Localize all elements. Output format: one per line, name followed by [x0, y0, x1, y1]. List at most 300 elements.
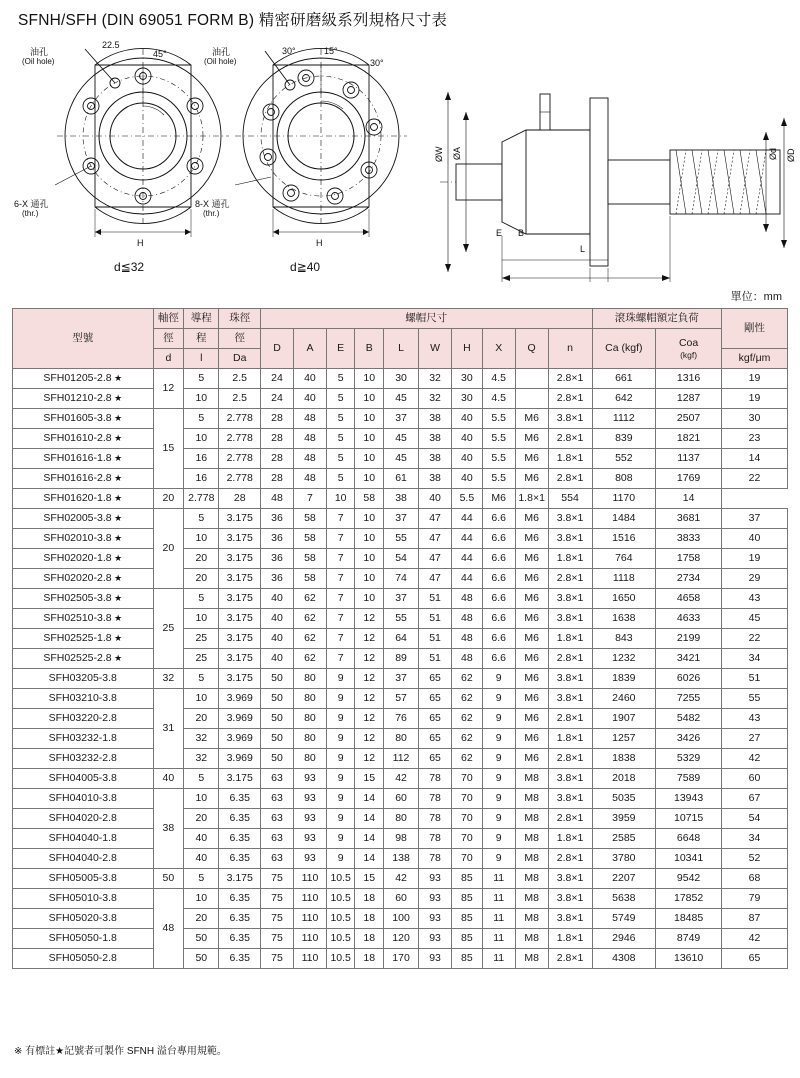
cell-ball-dia: 3.175: [219, 549, 261, 569]
cell-n: 3.8×1: [548, 769, 592, 789]
cell-model: SFH02005-3.8 ★: [13, 509, 154, 529]
cell-n: 2.8×1: [548, 469, 592, 489]
cell-X: 6.6: [482, 529, 515, 549]
cell-ball-dia: 3.175: [219, 869, 261, 889]
th-coa-line1: Coa: [678, 336, 699, 349]
cell-E: 7: [293, 489, 326, 509]
cell-A: 93: [293, 789, 326, 809]
dia-d-big-label: ØD: [786, 148, 796, 162]
table-row[interactable]: [13, 609, 788, 629]
star-icon: ★: [111, 413, 123, 423]
cell-A: 48: [293, 429, 326, 449]
cell-B: 10: [355, 509, 384, 529]
cell-rigidity: 19: [722, 549, 788, 569]
cell-D: 50: [261, 709, 294, 729]
cell-coa: 2507: [656, 409, 722, 429]
th-ball-dia: 珠徑: [219, 309, 261, 329]
cell-rigidity: 54: [722, 809, 788, 829]
table-row[interactable]: [13, 409, 788, 429]
cell-X: 11: [482, 869, 515, 889]
cell-Q: M6: [515, 609, 548, 629]
cell-A: 93: [293, 829, 326, 849]
cell-ca: 1257: [592, 729, 656, 749]
table-row[interactable]: [13, 489, 788, 509]
th-W: W: [419, 329, 452, 369]
cell-lead: 32: [184, 749, 219, 769]
cell-L: 100: [383, 909, 418, 929]
cell-E: 10.5: [326, 869, 355, 889]
cell-ca: 2585: [592, 829, 656, 849]
cell-W: 93: [419, 889, 452, 909]
cell-L: 60: [383, 789, 418, 809]
cell-lead: 20: [184, 809, 219, 829]
cell-ca: 843: [592, 629, 656, 649]
cell-Q: M8: [515, 909, 548, 929]
cell-Q: M6: [515, 509, 548, 529]
cell-L: 45: [383, 429, 418, 449]
cell-rigidity: 30: [722, 409, 788, 429]
cell-ca: 1638: [592, 609, 656, 629]
table-row[interactable]: [13, 949, 788, 969]
cell-ca: 642: [592, 389, 656, 409]
cell-ca: 3780: [592, 849, 656, 869]
cell-B: 14: [355, 809, 384, 829]
cell-X: 5.5: [482, 449, 515, 469]
cell-Q: [515, 389, 548, 409]
cell-ball-dia: 3.175: [219, 589, 261, 609]
cell-ball-dia: 2.778: [219, 429, 261, 449]
cell-ball-dia: 3.175: [219, 609, 261, 629]
cell-ca: 1232: [592, 649, 656, 669]
cell-L: 55: [383, 609, 418, 629]
cell-B: 10: [355, 589, 384, 609]
cell-A: 110: [293, 909, 326, 929]
cell-model: SFH02020-2.8 ★: [13, 569, 154, 589]
drawing-svg: [0, 32, 800, 282]
cell-lead: 5: [184, 409, 219, 429]
cell-W: 65: [419, 729, 452, 749]
cell-A: 58: [293, 569, 326, 589]
cell-B: 10: [355, 409, 384, 429]
cell-model: SFH03232-1.8: [13, 729, 154, 749]
cell-B: 12: [355, 729, 384, 749]
star-icon: ★: [111, 493, 123, 503]
th-Q: Q: [515, 329, 548, 369]
table-row[interactable]: [13, 589, 788, 609]
cell-rigidity: 79: [722, 889, 788, 909]
cell-shaft-dia: 25: [153, 589, 184, 669]
cell-X: 11: [482, 949, 515, 969]
cell-B: 15: [355, 769, 384, 789]
holes-thr-label-mid: (thr.): [203, 209, 220, 218]
star-icon: ★: [111, 653, 123, 663]
cell-E: 9: [326, 709, 355, 729]
cell-B: 10: [355, 549, 384, 569]
cell-ball-dia: 3.175: [219, 669, 261, 689]
cell-coa: 5329: [656, 749, 722, 769]
cell-B: 18: [355, 889, 384, 909]
cell-n: 3.8×1: [548, 509, 592, 529]
cell-coa: 3833: [656, 529, 722, 549]
cell-W: 65: [419, 689, 452, 709]
cell-shaft-dia: 20: [153, 509, 184, 589]
cell-B: 10: [355, 529, 384, 549]
cell-W: 51: [419, 609, 452, 629]
cell-rigidity: 65: [722, 949, 788, 969]
cell-coa: 4658: [656, 589, 722, 609]
oil-hole-label-mid-l1: 油孔: [212, 47, 231, 57]
cell-ca: 1838: [592, 749, 656, 769]
cell-L: 112: [383, 749, 418, 769]
caption-mid: d≧40: [290, 260, 321, 274]
cell-E: 9: [326, 669, 355, 689]
cell-H: 85: [452, 909, 483, 929]
table-row[interactable]: [13, 689, 788, 709]
cell-n: 2.8×1: [548, 569, 592, 589]
cell-ball-dia: 6.35: [219, 829, 261, 849]
cell-lead: 5: [184, 869, 219, 889]
cell-rigidity: 87: [722, 909, 788, 929]
cell-coa: 9542: [656, 869, 722, 889]
cell-B: 12: [355, 629, 384, 649]
cell-H: 70: [452, 769, 483, 789]
cell-ball-dia: 3.969: [219, 729, 261, 749]
cell-ball-dia: 6.35: [219, 889, 261, 909]
th-model: 型號: [13, 309, 154, 369]
th-X: X: [482, 329, 515, 369]
cell-A: 58: [293, 529, 326, 549]
cell-H: 40: [419, 489, 452, 509]
cell-model: SFH01616-2.8 ★: [13, 469, 154, 489]
cell-E: 9: [326, 689, 355, 709]
cell-W: 93: [419, 869, 452, 889]
cell-A: 48: [293, 409, 326, 429]
table-row[interactable]: [13, 769, 788, 789]
cell-E: 5: [326, 449, 355, 469]
cell-A: 40: [293, 389, 326, 409]
table-row[interactable]: [13, 629, 788, 649]
star-icon: ★: [111, 633, 123, 643]
cell-W: 32: [419, 369, 452, 389]
table-row[interactable]: [13, 429, 788, 449]
cell-ball-dia: 3.969: [219, 689, 261, 709]
table-row[interactable]: [13, 889, 788, 909]
cell-L: 80: [383, 809, 418, 829]
table-row[interactable]: [13, 469, 788, 489]
th-coa: [656, 329, 722, 369]
table-row[interactable]: [13, 829, 788, 849]
cell-ball-dia: 6.35: [219, 789, 261, 809]
cell-model: SFH01605-3.8 ★: [13, 409, 154, 429]
cell-W: 38: [383, 489, 418, 509]
star-icon: ★: [111, 613, 123, 623]
cell-coa: 10715: [656, 809, 722, 829]
cell-A: 93: [293, 769, 326, 789]
th-rigidity: 剛性: [722, 309, 788, 349]
cell-rigidity: 27: [722, 729, 788, 749]
cell-ca: 2460: [592, 689, 656, 709]
cell-lead: 16: [184, 449, 219, 469]
cell-Q: M6: [515, 649, 548, 669]
cell-X: 6.6: [482, 609, 515, 629]
cell-L: 64: [383, 629, 418, 649]
cell-H: 62: [452, 749, 483, 769]
dim-h-left: H: [137, 238, 144, 248]
cell-D: 40: [261, 649, 294, 669]
cell-D: 75: [261, 909, 294, 929]
cell-W: 78: [419, 849, 452, 869]
cell-E: 7: [326, 649, 355, 669]
cell-A: 48: [293, 449, 326, 469]
table-row[interactable]: [13, 389, 788, 409]
cell-L: 138: [383, 849, 418, 869]
cell-A: 110: [293, 949, 326, 969]
cell-ball-dia: 2.778: [219, 449, 261, 469]
cell-Q: M8: [515, 829, 548, 849]
cell-n: 1.8×1: [548, 549, 592, 569]
cell-L: 37: [383, 409, 418, 429]
table-row[interactable]: [13, 929, 788, 949]
cell-n: 2.8×1: [548, 949, 592, 969]
cell-lead: 10: [184, 889, 219, 909]
cell-rigidity: 34: [722, 829, 788, 849]
cell-H: 48: [452, 649, 483, 669]
th-ball-dia-unit: 徑: [219, 329, 261, 349]
cell-ca: 5749: [592, 909, 656, 929]
cell-H: 85: [452, 929, 483, 949]
star-icon: ★: [111, 513, 123, 523]
cell-coa: 8749: [656, 929, 722, 949]
cell-model: SFH05020-3.8: [13, 909, 154, 929]
cell-W: 47: [419, 569, 452, 589]
cell-H: 85: [452, 889, 483, 909]
cell-ball-dia: 3.175: [219, 569, 261, 589]
cell-ca: 1112: [592, 409, 656, 429]
cell-ca: 5638: [592, 889, 656, 909]
cell-lead: 5: [184, 589, 219, 609]
cell-D: 24: [261, 369, 294, 389]
cell-lead: 20: [153, 489, 184, 509]
cell-ball-dia: 2.5: [219, 369, 261, 389]
cell-X: 5.5: [482, 409, 515, 429]
cell-shaft-dia: 40: [153, 769, 184, 789]
cell-E: 10.5: [326, 949, 355, 969]
star-icon: ★: [111, 573, 123, 583]
table-row[interactable]: [13, 669, 788, 689]
cell-n: 3.8×1: [548, 909, 592, 929]
cell-coa: 3681: [656, 509, 722, 529]
th-nut-size: 螺帽尺寸: [261, 309, 592, 329]
cell-E: 9: [326, 849, 355, 869]
cell-Q: M6: [515, 529, 548, 549]
cell-X: 4.5: [482, 369, 515, 389]
cell-H: 30: [452, 369, 483, 389]
cell-lead: 25: [184, 629, 219, 649]
cell-X: 6.6: [482, 589, 515, 609]
cell-D: 63: [261, 789, 294, 809]
cell-X: 5.5: [452, 489, 483, 509]
cell-model: SFH01616-1.8 ★: [13, 449, 154, 469]
cell-A: 58: [293, 509, 326, 529]
star-icon: ★: [111, 473, 123, 483]
cell-n: 3.8×1: [548, 689, 592, 709]
cell-lead: 10: [184, 389, 219, 409]
cell-E: 9: [326, 749, 355, 769]
cell-H: 85: [452, 869, 483, 889]
cell-n: 1.8×1: [548, 449, 592, 469]
cell-ball-dia: 3.175: [219, 509, 261, 529]
cell-L: 170: [383, 949, 418, 969]
cell-E: 10.5: [326, 889, 355, 909]
th-D: D: [261, 329, 294, 369]
cell-E: 7: [326, 609, 355, 629]
cell-Q: M6: [515, 669, 548, 689]
th-ca: Ca (kgf): [592, 329, 656, 369]
table-row[interactable]: [13, 449, 788, 469]
cell-Q: M6: [515, 589, 548, 609]
cell-rigidity: 52: [722, 849, 788, 869]
cell-ball-dia: 3.969: [219, 709, 261, 729]
cell-coa: 1170: [592, 489, 656, 509]
cell-W: 93: [419, 949, 452, 969]
cell-rigidity: 68: [722, 869, 788, 889]
table-row[interactable]: [13, 729, 788, 749]
table-row[interactable]: [13, 649, 788, 669]
cell-X: 9: [482, 729, 515, 749]
cell-n: 3.8×1: [548, 589, 592, 609]
cell-n: 2.8×1: [548, 709, 592, 729]
cell-model: SFH04005-3.8: [13, 769, 154, 789]
table-row[interactable]: [13, 369, 788, 389]
cell-lead: 25: [184, 649, 219, 669]
cell-n: 1.8×1: [548, 929, 592, 949]
cell-L: 120: [383, 929, 418, 949]
cell-ca: 2946: [592, 929, 656, 949]
cell-E: 5: [326, 409, 355, 429]
cell-coa: 10341: [656, 849, 722, 869]
table-row[interactable]: [13, 869, 788, 889]
cell-ball-dia: 3.175: [219, 529, 261, 549]
cell-coa: 13610: [656, 949, 722, 969]
cell-B: 10: [355, 469, 384, 489]
cell-A: 80: [293, 729, 326, 749]
th-shaft-dia: 軸徑: [153, 309, 184, 329]
cell-n: 3.8×1: [548, 609, 592, 629]
th-shaft-dia-unit: 徑: [153, 329, 184, 349]
cell-A: 40: [293, 369, 326, 389]
cell-H: 48: [452, 609, 483, 629]
cell-H: 48: [452, 589, 483, 609]
cell-coa: 13943: [656, 789, 722, 809]
cell-D: 50: [261, 669, 294, 689]
table-row[interactable]: [13, 569, 788, 589]
cell-E: 9: [326, 729, 355, 749]
cell-rigidity: 37: [722, 509, 788, 529]
cell-W: 47: [419, 529, 452, 549]
cell-n: 2.8×1: [548, 369, 592, 389]
table-row[interactable]: [13, 709, 788, 729]
cell-D: 28: [261, 429, 294, 449]
cell-coa: 1137: [656, 449, 722, 469]
cell-X: 9: [482, 709, 515, 729]
cell-Q: M8: [515, 889, 548, 909]
table-row[interactable]: [13, 789, 788, 809]
cell-D: 63: [261, 769, 294, 789]
table-row[interactable]: [13, 749, 788, 769]
cell-Q: M6: [515, 629, 548, 649]
cell-coa: 7589: [656, 769, 722, 789]
cell-B: 12: [355, 609, 384, 629]
cell-D: 40: [261, 609, 294, 629]
table-row[interactable]: [13, 529, 788, 549]
cell-Q: M6: [515, 729, 548, 749]
cell-lead: 20: [184, 709, 219, 729]
cell-X: 6.6: [482, 549, 515, 569]
cell-model: SFH03232-2.8: [13, 749, 154, 769]
cell-Q: M6: [515, 569, 548, 589]
cell-model: SFH04010-3.8: [13, 789, 154, 809]
table-row[interactable]: [13, 809, 788, 829]
cell-Q: [515, 369, 548, 389]
cell-W: 93: [419, 909, 452, 929]
cell-ca: 5035: [592, 789, 656, 809]
cell-rigidity: 19: [722, 389, 788, 409]
cell-lead: 10: [184, 789, 219, 809]
cell-model: SFH02525-2.8 ★: [13, 649, 154, 669]
cell-H: 30: [452, 389, 483, 409]
cell-D: 36: [261, 569, 294, 589]
cell-rigidity: 51: [722, 669, 788, 689]
cell-H: 40: [452, 429, 483, 449]
cell-rigidity: 55: [722, 689, 788, 709]
cell-W: 38: [419, 409, 452, 429]
cell-n: 3.8×1: [548, 889, 592, 909]
cell-W: 78: [419, 829, 452, 849]
holes-label-left: 6-X 通孔: [14, 199, 49, 209]
cell-W: 47: [419, 549, 452, 569]
cell-B: 10: [355, 369, 384, 389]
cell-rigidity: 43: [722, 709, 788, 729]
table-row[interactable]: [13, 509, 788, 529]
cell-ca: 4308: [592, 949, 656, 969]
cell-shaft-dia: 48: [153, 889, 184, 969]
table-row[interactable]: [13, 549, 788, 569]
cell-model: SFH03220-2.8: [13, 709, 154, 729]
cell-A: 80: [293, 749, 326, 769]
page-title: SFNH/SFH (DIN 69051 FORM B) 精密研磨級系列規格尺寸表: [18, 12, 448, 29]
cell-shaft-dia: 50: [153, 869, 184, 889]
cell-Q: M8: [515, 849, 548, 869]
th-ball-dia-sym: Da: [219, 349, 261, 369]
table-row[interactable]: [13, 909, 788, 929]
cell-ca: 1650: [592, 589, 656, 609]
angle-45-label: 45°: [153, 49, 167, 59]
cell-H: 62: [452, 669, 483, 689]
cell-E: 5: [326, 469, 355, 489]
cell-B: 12: [355, 709, 384, 729]
cell-n: 3.8×1: [548, 869, 592, 889]
cell-D: 75: [261, 929, 294, 949]
cell-B: 12: [355, 689, 384, 709]
cell-E: 7: [326, 569, 355, 589]
cell-model: SFH05010-3.8: [13, 889, 154, 909]
cell-X: 9: [482, 689, 515, 709]
cell-ball-dia: 6.35: [219, 909, 261, 929]
cell-B: 12: [355, 649, 384, 669]
cell-coa: 6648: [656, 829, 722, 849]
table-row[interactable]: [13, 849, 788, 869]
cell-H: 40: [452, 409, 483, 429]
